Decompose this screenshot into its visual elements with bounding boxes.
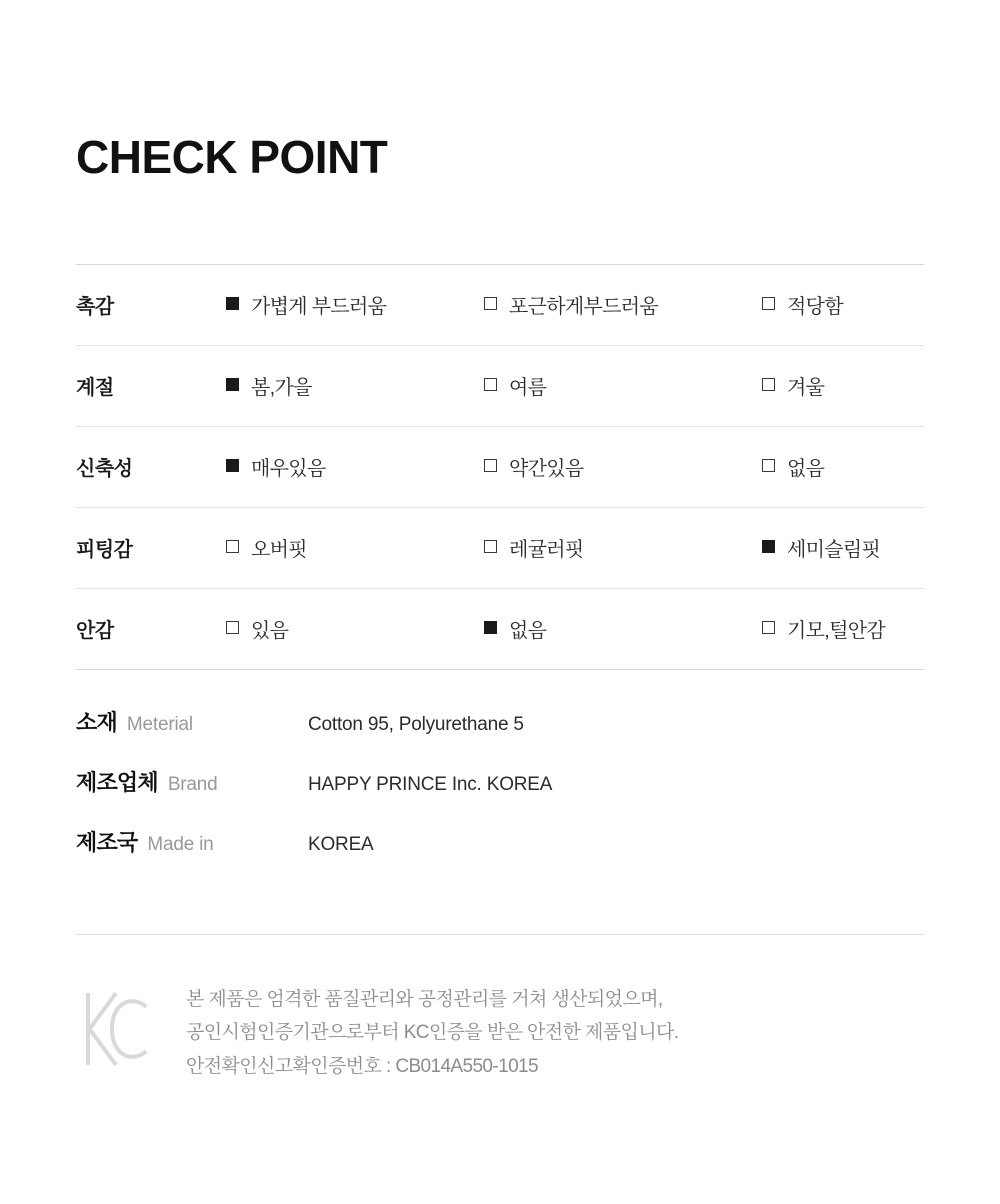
info-value: HAPPY PRINCE Inc. KOREA: [308, 773, 553, 795]
check-option[interactable]: [762, 452, 924, 481]
checkbox-unchecked-icon[interactable]: [762, 621, 775, 634]
info-key-korean: 소재: [76, 709, 117, 735]
check-option-label: 레귤러핏: [509, 539, 584, 562]
row-label: 촉감: [76, 296, 114, 319]
info-key: [76, 766, 308, 797]
checkbox-unchecked-icon[interactable]: [484, 540, 497, 553]
checkbox-checked-icon[interactable]: [226, 459, 239, 472]
check-option-label: 기모,털안감: [787, 620, 885, 643]
checkbox-checked-icon[interactable]: [226, 378, 239, 391]
check-option[interactable]: [226, 533, 484, 562]
kc-certification-text: [186, 983, 678, 1084]
check-option[interactable]: [226, 371, 484, 400]
table-row: [76, 589, 924, 669]
table-row: [76, 508, 924, 589]
table-row: [76, 346, 924, 427]
check-option[interactable]: [484, 614, 762, 643]
row-label: 계절: [76, 377, 114, 400]
info-key-korean: 제조국: [76, 829, 138, 855]
check-option[interactable]: [226, 290, 484, 319]
list-item: [76, 766, 924, 826]
info-key-english: Meterial: [126, 713, 193, 735]
row-label: 안감: [76, 620, 114, 643]
check-option[interactable]: [226, 452, 484, 481]
check-option-label: 봄,가을: [251, 377, 312, 400]
info-key: [76, 826, 308, 857]
check-option-label: 포근하게부드러움: [509, 296, 658, 319]
check-option-label: 없음: [787, 458, 825, 481]
check-option-label: 겨울: [787, 377, 825, 400]
table-row: [76, 265, 924, 346]
check-option-label: 있음: [251, 620, 289, 643]
info-key: [76, 706, 308, 737]
checkbox-unchecked-icon[interactable]: [484, 459, 497, 472]
list-item: [76, 706, 924, 766]
check-option-label: 세미슬림핏: [787, 539, 881, 562]
check-option-label: 약간있음: [509, 458, 584, 481]
table-row: [76, 427, 924, 508]
check-option-label: 적당함: [787, 296, 843, 319]
check-option[interactable]: [762, 614, 924, 643]
info-key-english: Made in: [147, 833, 214, 855]
checkbox-checked-icon[interactable]: [226, 297, 239, 310]
info-key-korean: 제조업체: [76, 769, 158, 795]
checkbox-unchecked-icon[interactable]: [762, 378, 775, 391]
checkbox-checked-icon[interactable]: [762, 540, 775, 553]
checkbox-unchecked-icon[interactable]: [484, 378, 497, 391]
info-key-english: Brand: [167, 773, 218, 795]
check-option[interactable]: [484, 533, 762, 562]
check-option[interactable]: [484, 371, 762, 400]
check-option[interactable]: [226, 614, 484, 643]
kc-text-line: 본 제품은 엄격한 품질관리와 공정관리를 거쳐 생산되었으며,: [186, 988, 663, 1010]
row-label: 신축성: [76, 458, 133, 481]
kc-certification-logo-icon: [76, 983, 186, 1076]
checkbox-checked-icon[interactable]: [484, 621, 497, 634]
kc-certification-block: [76, 983, 924, 1084]
page-title: CHECK POINT: [76, 131, 388, 183]
kc-text-line: 공인시험인증기관으로부터 KC인증을 받은 안전한 제품입니다.: [186, 1022, 679, 1044]
kc-text-line: 안전확인신고확인증번호 : CB014A550-1015: [186, 1056, 538, 1078]
checkbox-unchecked-icon[interactable]: [762, 297, 775, 310]
checkbox-unchecked-icon[interactable]: [226, 540, 239, 553]
check-option-label: 매우있음: [251, 458, 326, 481]
info-value: KOREA: [308, 833, 374, 855]
check-option[interactable]: [762, 533, 924, 562]
section-divider: [76, 934, 924, 935]
check-option[interactable]: [762, 371, 924, 400]
checkbox-unchecked-icon[interactable]: [226, 621, 239, 634]
info-value: Cotton 95, Polyurethane 5: [308, 713, 524, 735]
check-point-table: [76, 264, 924, 670]
check-option[interactable]: [762, 290, 924, 319]
check-option-label: 가볍게 부드러움: [251, 296, 387, 319]
check-option-label: 오버핏: [251, 539, 307, 562]
checkbox-unchecked-icon[interactable]: [484, 297, 497, 310]
check-option-label: 여름: [509, 377, 547, 400]
check-option[interactable]: [484, 290, 762, 319]
checkbox-unchecked-icon[interactable]: [762, 459, 775, 472]
product-info-list: [76, 706, 924, 886]
check-option[interactable]: [484, 452, 762, 481]
list-item: [76, 826, 924, 886]
row-label: 피팅감: [76, 539, 133, 562]
check-option-label: 없음: [509, 620, 547, 643]
